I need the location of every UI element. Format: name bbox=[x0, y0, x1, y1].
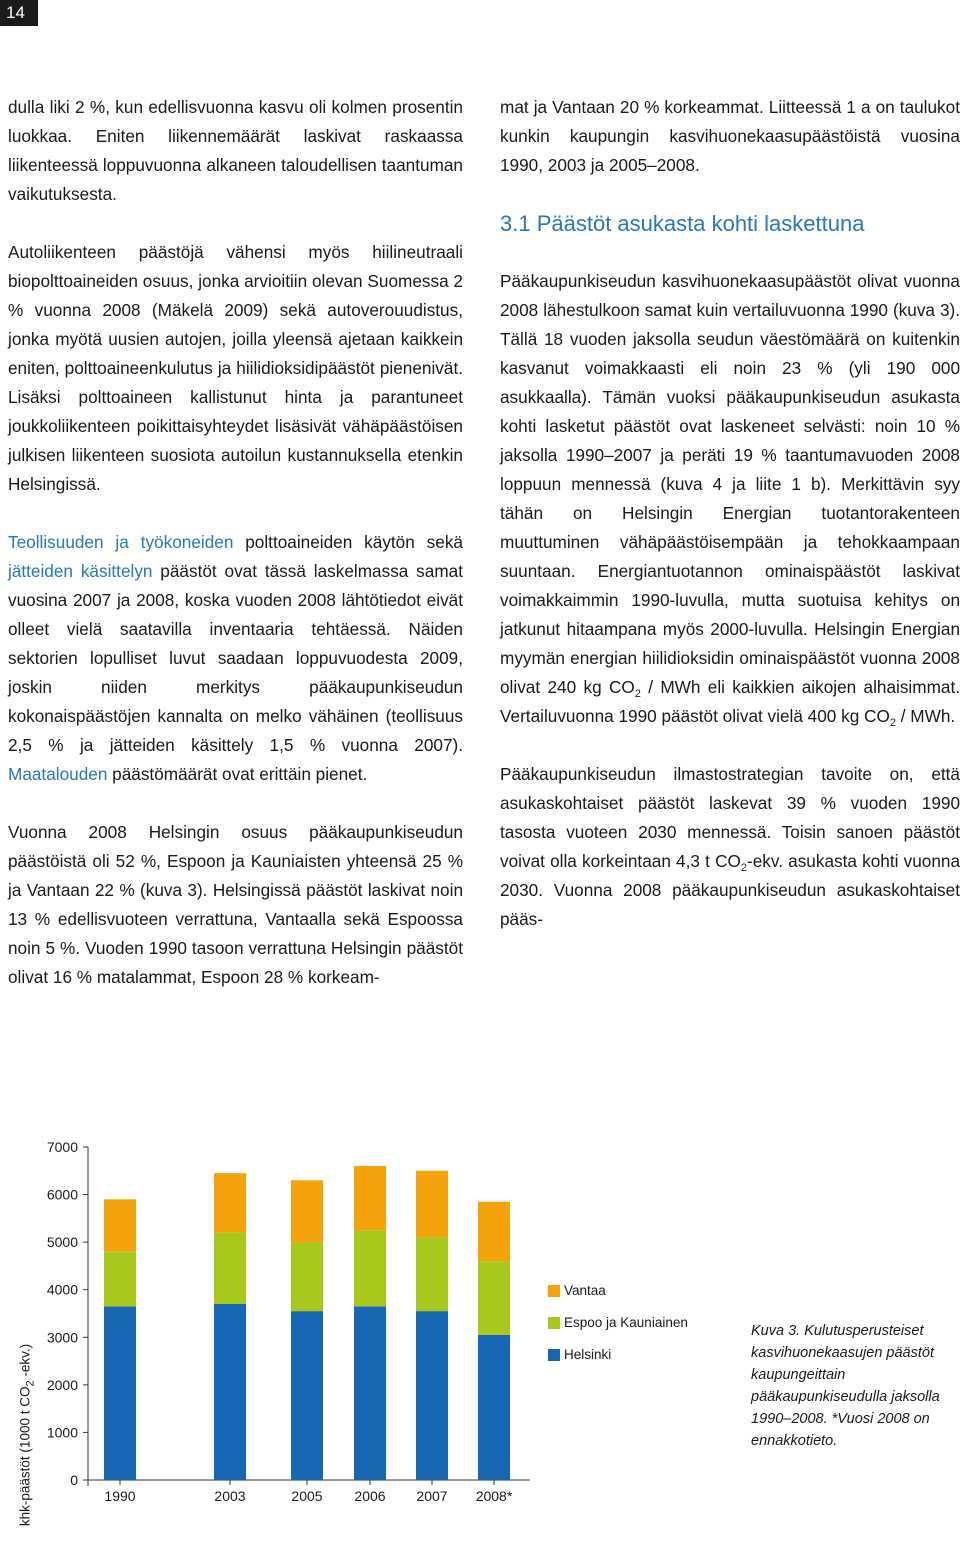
y-tick-label: 0 bbox=[70, 1472, 78, 1488]
bar-segment-vantaa bbox=[214, 1173, 246, 1232]
right-paragraph-1: mat ja Vantaan 20 % korkeammat. Liitteessä 1 a on taulukot kunkin kaupungin kasvihuonekaasupäästöistä vuosina 1990, 2003 ja 2005–2008. bbox=[500, 97, 960, 175]
text-span: päästöt ovat tässä laskelmassa samat vuosina 2007 ja 2008, koska vuoden 2008 lähtötiedot eivät olleet vielä saatavilla inventaaria tehtäessä. Näiden sektorien lopulliset luvut saadaan loppuvuodesta 2009, joskin niiden merkitys pääkaupunkiseudun kokonaispäästöjen kannalta on melko vähäinen (teollisuus 2,5 % ja jätteiden käsittely 1,5 % vuonna 2007). bbox=[8, 561, 463, 755]
left-column bbox=[8, 93, 463, 992]
legend-swatch bbox=[548, 1349, 560, 1361]
bar-segment-vantaa bbox=[416, 1171, 448, 1238]
y-tick-label: 1000 bbox=[46, 1424, 78, 1441]
y-tick-label: 6000 bbox=[46, 1186, 78, 1203]
bar-segment-espoo-ja-kauniainen bbox=[416, 1237, 448, 1311]
y-label-text: khk-päästöt (1000 t CO bbox=[17, 1386, 33, 1527]
bar-segment-vantaa bbox=[478, 1202, 510, 1261]
highlight-jatteet: jätteiden käsittelyn bbox=[8, 561, 153, 581]
bar-segment-helsinki bbox=[104, 1306, 136, 1480]
x-tick-label: 2003 bbox=[214, 1488, 246, 1504]
bar-segment-espoo-ja-kauniainen bbox=[104, 1252, 136, 1307]
bar-segment-helsinki bbox=[416, 1311, 448, 1480]
bar-segment-espoo-ja-kauniainen bbox=[478, 1261, 510, 1335]
left-paragraph-4: Vuonna 2008 Helsingin osuus pääkaupunkiseudun päästöistä oli 52 %, Espoon ja Kauniaisten yhteensä 25 % ja Vantaan 22 % (kuva 3). Helsingissä päästöt laskivat noin 13 % edellisvuoteen verrattuna, Vantaalla sekä Espoossa noin 5 %. Vuoden 1990 tasoon verrattuna Helsingin päästöt olivat 16 % matalammat, Espoon 28 % korkeam- bbox=[8, 822, 463, 987]
text-span: -ekv. asukasta kohti vuonna 2030. Vuonna 2008 pääkaupunkiseudun asukaskohtaiset pääs- bbox=[500, 851, 960, 929]
subscript: 2 bbox=[740, 862, 747, 874]
bar-segment-espoo-ja-kauniainen bbox=[214, 1233, 246, 1304]
bar-segment-helsinki bbox=[478, 1335, 510, 1480]
x-tick-label: 1990 bbox=[104, 1488, 136, 1504]
left-paragraph-2: Autoliikenteen päästöjä vähensi myös hiilineutraali biopolttoaineiden osuus, jonka arvioitiin olevan Suomessa 2 % vuonna 2008 (Mäkelä 2009) sekä autoverouudistus, jonka myötä uusien autojen, joilla yleensä ajetaan kaikkein eniten, polttoaineenkulutus ja hiilidioksidipäästöt pienenivät. Lisäksi polttoaineen kallistunut hinta ja parantuneet joukkoliikenteen poikittaisyhteydet lisäsivät vähäpäästöisen julkisen liikenteen suosiota autoilun kustannuksella etenkin Helsingissä. bbox=[8, 242, 463, 494]
y-label-subscript: 2 bbox=[24, 1380, 37, 1387]
subscript: 2 bbox=[889, 717, 896, 729]
legend-label: Espoo ja Kauniainen bbox=[564, 1315, 688, 1330]
y-tick-label: 4000 bbox=[46, 1281, 78, 1298]
highlight-teollisuus: Teollisuuden ja työkoneiden bbox=[8, 532, 234, 552]
text-span: / MWh eli kaikkien aikojen alhaisimmat. Vertailuvuonna 1990 päästöt olivat vielä 400 kg CO bbox=[500, 677, 960, 726]
bar-segment-espoo-ja-kauniainen bbox=[291, 1242, 323, 1311]
y-tick-label: 7000 bbox=[46, 1139, 78, 1155]
left-paragraph-1: dulla liki 2 %, kun edellisvuonna kasvu oli kolmen prosentin luokkaa. Eniten liikennemäärät laskivat raskaassa liikenteessä loppuvuonna alkaneen taloudellisen taantuman vaikutuksesta. bbox=[8, 97, 463, 204]
legend-label: Helsinki bbox=[564, 1347, 612, 1362]
highlight-maatalous: Maatalouden bbox=[8, 764, 108, 784]
bar-segment-espoo-ja-kauniainen bbox=[354, 1230, 386, 1306]
bar-segment-vantaa bbox=[104, 1199, 136, 1251]
figure-emissions-chart bbox=[0, 1135, 960, 1527]
right-paragraph-2 bbox=[500, 267, 960, 731]
legend-swatch bbox=[548, 1317, 560, 1329]
text-span: Pääkaupunkiseudun kasvihuonekaasupäästöt olivat vuonna 2008 lähestulkoon samat kuin vertailuvuonna 1990 (kuva 3). Tällä 18 vuoden jaksolla seudun väestömäärä on kuitenkin kasvanut voimakkaasti eli noin 23 % (yli 190 000 asukkaalla). Tämän vuoksi pääkaupunkiseudun asukasta kohti lasketut päästöt ovat laskeneet selvästi: noin 10 % jaksolla 1990–2007 ja peräti 19 % taantumavuoden 2008 loppuun mennessä (kuva 4 ja liite 1 b). Merkittävin syy tähän on Helsingin Energian tuotantorakenteen muuttuminen vähäpäästöisempään ja tehokkaampaan suuntaan. Energiantuotannon ominaispäästöt laskivat voimakkaimmin 1990-luvulla, mutta suotuisa kehitys on jatkunut hitaampana myös 2000-luvulla. Helsingin Energian myymän energian hiilidioksidin ominaispäästöt vuonna 2008 olivat 240 kg CO bbox=[500, 271, 960, 697]
subscript: 2 bbox=[634, 688, 641, 700]
y-tick-label: 3000 bbox=[46, 1329, 78, 1346]
y-axis-label-wrap bbox=[10, 1320, 40, 1550]
right-column bbox=[500, 93, 960, 934]
bar-segment-helsinki bbox=[214, 1304, 246, 1480]
x-tick-label: 2006 bbox=[354, 1488, 386, 1504]
section-heading: 3.1 Päästöt asukasta kohti laskettuna bbox=[500, 211, 865, 236]
y-tick-label: 2000 bbox=[46, 1376, 78, 1393]
left-paragraph-3 bbox=[8, 528, 463, 789]
bar-segment-helsinki bbox=[291, 1311, 323, 1480]
right-paragraph-3 bbox=[500, 760, 960, 934]
bar-segment-vantaa bbox=[354, 1166, 386, 1230]
x-tick-label: 2007 bbox=[416, 1488, 448, 1504]
page-number: 14 bbox=[0, 0, 38, 26]
y-axis-label bbox=[17, 1343, 37, 1527]
x-tick-label: 2008* bbox=[475, 1488, 513, 1504]
legend-swatch bbox=[548, 1285, 560, 1297]
x-tick-label: 2005 bbox=[291, 1488, 323, 1504]
text-span: / MWh. bbox=[900, 706, 956, 726]
text-span: polttoaineiden käytön sekä bbox=[233, 532, 463, 552]
y-tick-label: 5000 bbox=[46, 1234, 78, 1251]
text-span: päästömäärät ovat erittäin pienet. bbox=[107, 764, 368, 784]
text-span: Pääkaupunkiseudun ilmastostrategian tavoite on, että asukaskohtaiset päästöt laskevat 39 % vuoden 1990 tasosta vuoteen 2030 mennessä. Toisin sanoen päästöt voivat olla korkeintaan 4,3 t CO bbox=[500, 764, 960, 871]
bar-segment-vantaa bbox=[291, 1180, 323, 1242]
bar-chart bbox=[0, 1135, 560, 1508]
y-label-text: -ekv.) bbox=[17, 1343, 33, 1381]
legend-label: Vantaa bbox=[564, 1283, 606, 1298]
figure-caption: Kuva 3. Kulutusperusteiset kasvihuonekaasujen päästöt kaupungeittain pääkaupunkiseudulla jaksolla 1990–2008. *Vuosi 2008 on ennakkotieto. bbox=[751, 1323, 940, 1449]
bar-segment-helsinki bbox=[354, 1306, 386, 1480]
